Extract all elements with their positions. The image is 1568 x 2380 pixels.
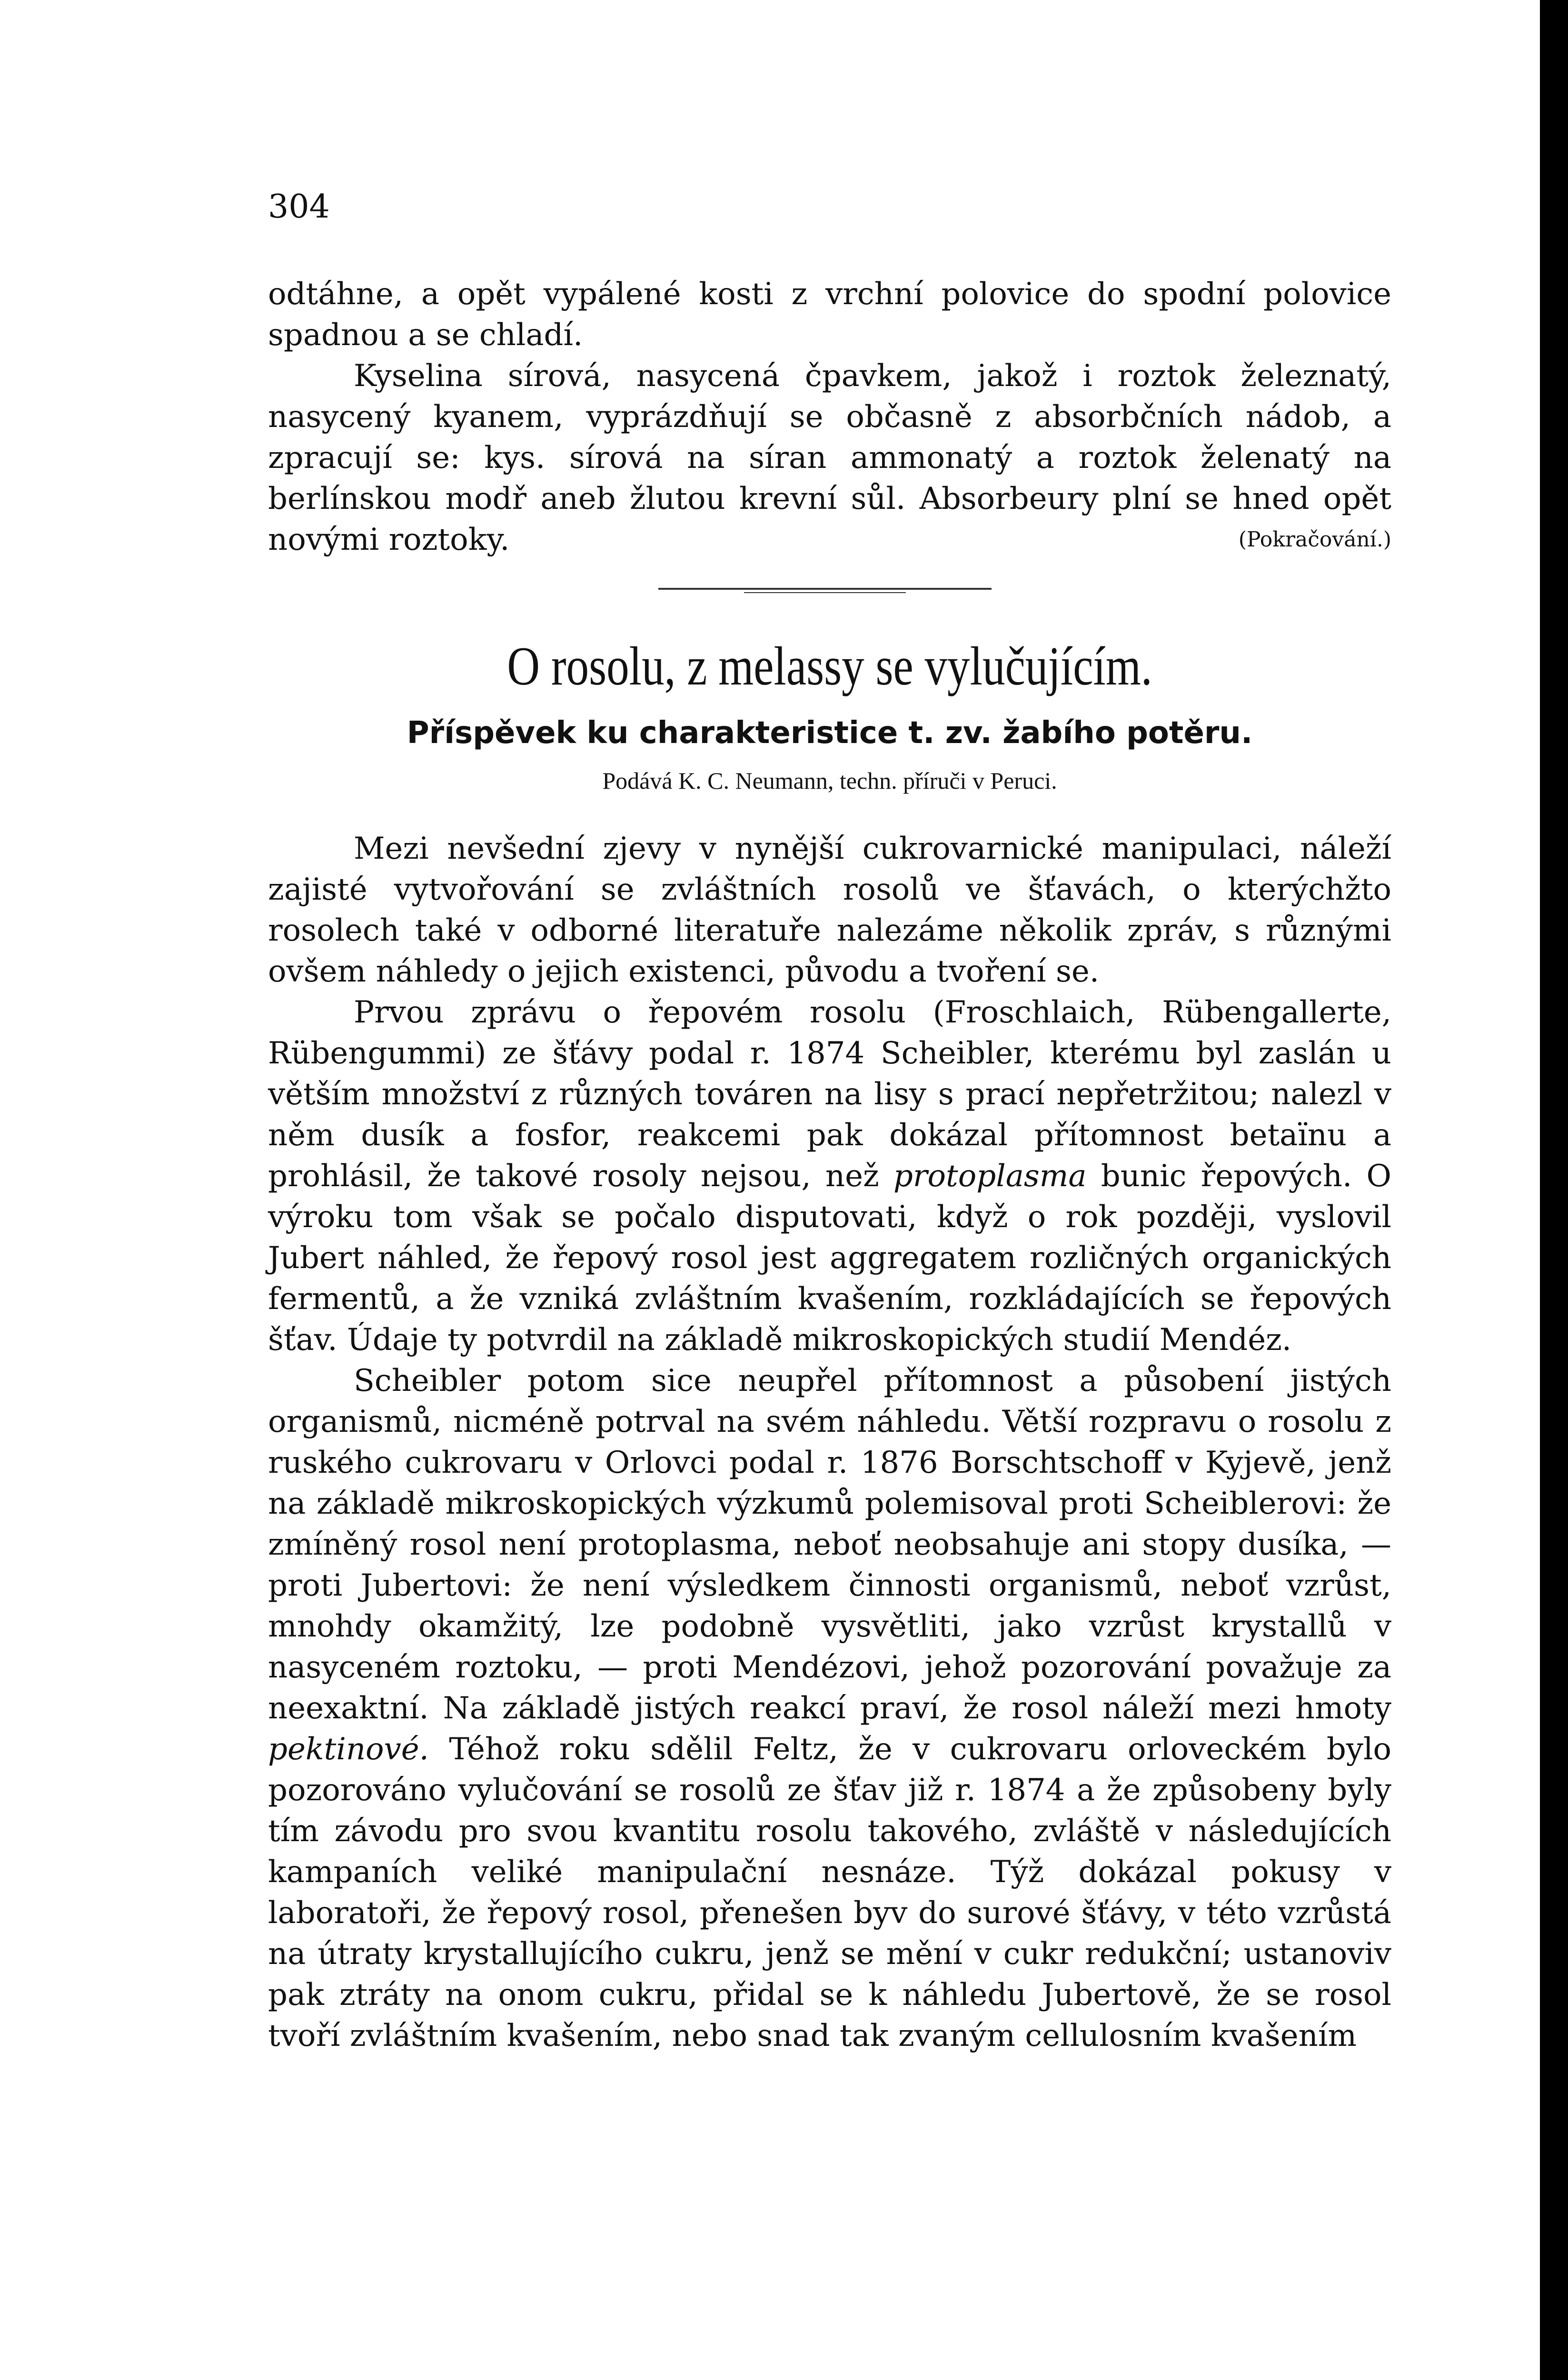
article-paragraph-3 (268, 1360, 1391, 2056)
paragraph-2-part-1: Prvou zprávu o řepovém rosolu (Froschlaich, Rübengallerte, Rübengummi) ze šťávy podal r. 1874 Scheibler, kterému byl zaslán u větším množství z různých továren na lisy s prací nepřetržitou; nalezl v něm dusík a fosfor, reakcemi pak dokázal přítomnost betaïnu a prohlásil, že takové rosoly nejsou, než (268, 995, 1391, 1194)
continuation-note: (Pokračování.) (1238, 527, 1391, 552)
article-paragraph-2 (268, 992, 1391, 1360)
section-divider-inner (744, 592, 906, 593)
section-divider (658, 588, 992, 590)
previous-paragraph-1: odtáhne, a opět vypálené kosti z vrchní polovice do spodní polovice spadnou a se chladí. (268, 277, 1391, 353)
paragraph-3-part-1: Scheibler potom sice neupřel přítomnost a působení jistých organismů, nicméně potrval na svém náhledu. Větší rozpravu o rosolu z ruského cukrovaru v Orlovci podal r. 1876 Borschtschoff v Kyjevě, jenž na základě mikroskopických výzkumů polemisoval proti Scheiblerovi: že zmíněný rosol není protoplasma, neboť neobsahuje ani stopy dusíka, — proti Jubertovi: že není výsledkem činnosti organismů, neboť vzrůst, mnohdy okamžitý, lze podobně vysvětliti, jako vzrůst krystallů v nasyceném roztoku, — proti Mendézovi, jehož pozorování považuje za neexaktní. Na základě jistých reakcí praví, že rosol náleží mezi hmoty (268, 1363, 1391, 1726)
scan-border-right (1540, 0, 1568, 2380)
article-byline: Podává K. C. Neumann, techn. příruči v Peruci. (602, 767, 1057, 794)
term-protoplasma: protoplasma (893, 1159, 1087, 1194)
paragraph-3-part-2: Téhož roku sdělil Feltz, že v cukrovaru orloveckém bylo pozorováno vylučování se rosolů ze šťav již r. 1874 a že způsobeny byly tím závodu pro svou kvantitu rosolu takového, zvláště v následujících kampaních veliké manipulační nesnáze. Týž dokázal pokusy v laboratoři, že řepový rosol, přenešen byv do surové šťávy, v této vzrůstá na útraty krystallujícího cukru, jenž se mění v cukr redukční; ustanoviv pak ztráty na onom cukru, přidal se k náhledu Jubertově, že se rosol tvoří zvláštním kvašením, nebo snad tak zvaným cellulosním kvašením (268, 1732, 1392, 2053)
term-pektinove: pektinové. (268, 1732, 429, 1767)
previous-article-ending (268, 274, 1391, 560)
article-subtitle: Příspěvek ku charakteristice t. zv. žabího potěru. (407, 715, 1253, 751)
article-title: O rosolu, z melassy se vylučujícím. (507, 636, 1152, 697)
previous-paragraph-2 (268, 356, 1391, 560)
article-paragraph-1: Mezi nevšední zjevy v nynější cukrovarnické manipulaci, náleží zajisté vytvořování se zvláštních rosolů ve šťavách, o kterýchžto rosolech také v odborné literatuře nalezáme několik zpráv, s různými ovšem náhledy o jejich existenci, původu a tvoření se. (268, 831, 1391, 989)
article-body (268, 828, 1391, 2056)
paragraph-2-part-2: bunic řepových. O výroku tom však se počalo disputovati, když o rok později, vyslovil Jubert náhled, že řepový rosol jest aggregatem rozličných organických fermentů, a že vzniká zvláštním kvašením, rozkládajících se řepových šťav. Údaje ty potvrdil na základě mikroskopických studií Mendéz. (268, 1159, 1392, 1358)
previous-paragraph-2-text: Kyselina sírová, nasycená čpavkem, jakož i roztok železnatý, nasycený kyanem, vyprázdňují se občasně z absorbčních nádob, a zpracují se: kys. sírová na síran ammonatý a roztok želenatý na berlínskou modř aneb žlutou krevní sůl. Absorbeury plní se hned opět novými roztoky. (268, 358, 1391, 557)
page-number: 304 (268, 188, 330, 226)
